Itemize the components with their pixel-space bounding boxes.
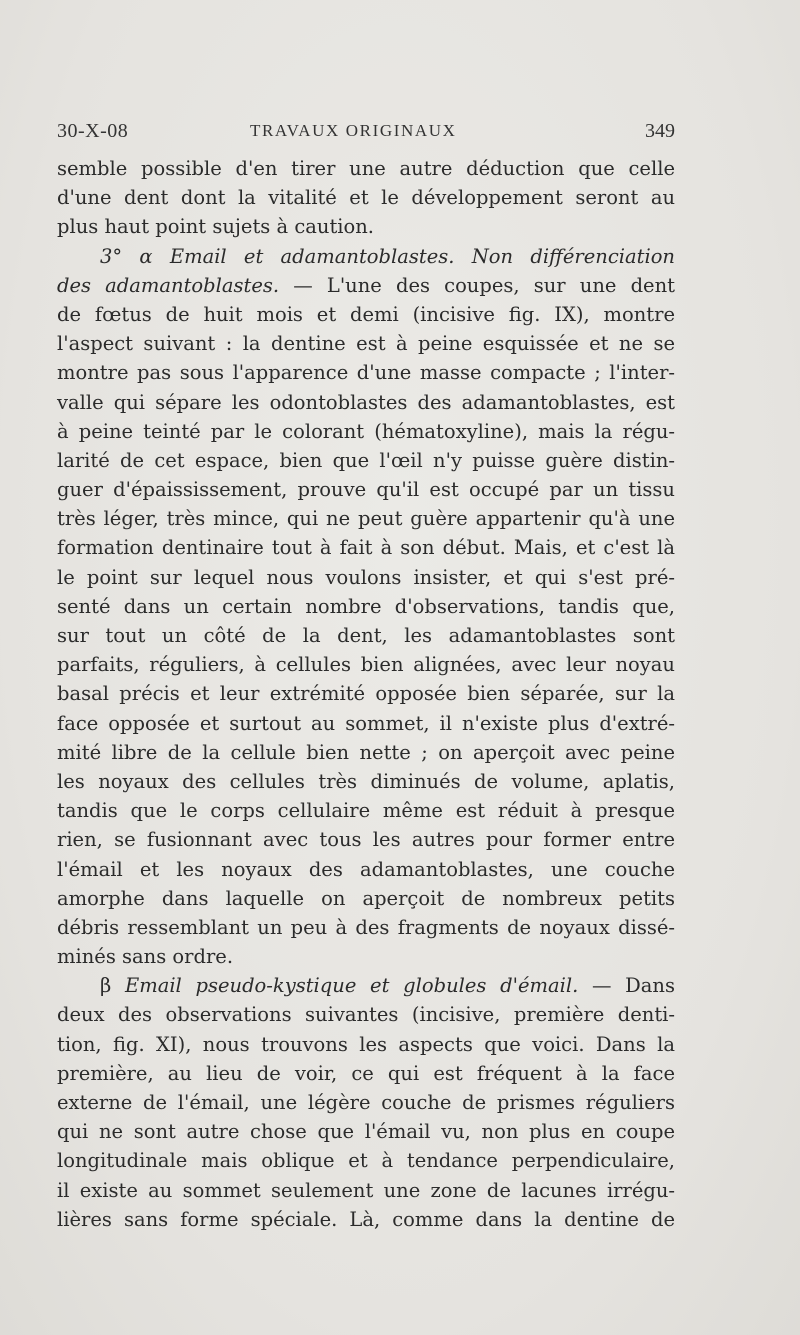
text-line <box>57 679 675 708</box>
text-segment: — Dans <box>578 974 675 998</box>
text-line <box>57 212 675 241</box>
text-line <box>57 475 675 504</box>
text-segment: senté dans un certain nombre d'observations, tandis que, <box>57 594 675 618</box>
text-segment: lières sans forme spéciale. Là, comme dans la dentine de <box>57 1207 675 1231</box>
text-line <box>57 767 675 796</box>
text-segment: parfaits, réguliers, à cellules bien alignées, avec leur noyau <box>57 653 675 677</box>
text-line <box>57 1176 675 1205</box>
text-line <box>57 1030 675 1059</box>
text-segment: mité libre de la cellule bien nette ; on aperçoit avec peine <box>57 740 675 764</box>
italic-text-segment: des adamantoblastes. <box>57 273 280 297</box>
text-segment: à peine teinté par le colorant (hématoxyline), mais la régu- <box>57 419 675 443</box>
text-segment: sur tout un côté de la dent, les adamantoblastes sont <box>57 624 675 647</box>
text-segment: qui ne sont autre chose que l'émail vu, non plus en coupe <box>57 1120 675 1144</box>
text-line <box>57 242 675 271</box>
italic-text-segment: 3° α <box>100 244 170 268</box>
text-line <box>57 825 675 854</box>
text-segment: minés sans ordre. <box>57 945 234 969</box>
text-line <box>57 533 675 562</box>
text-segment: l'émail et les noyaux des adamantoblastes, une couche <box>57 857 675 881</box>
text-segment: rien, se fusionnant avec tous les autres pour former entre <box>57 828 675 852</box>
text-segment: d'une dent dont la vitalité et le développement seront au <box>57 186 675 210</box>
header-date: 30-X-08 <box>57 120 129 142</box>
text-segment: première, au lieu de voir, ce qui est fréquent à la face <box>57 1061 675 1085</box>
text-segment: tion, fig. XI), nous trouvons les aspects que voici. Dans la <box>57 1032 675 1056</box>
text-segment: montre pas sous l'apparence d'une masse compacte ; l'inter- <box>57 361 675 385</box>
text-segment: l'aspect suivant : la dentine est à peine esquissée et ne se <box>57 332 675 356</box>
text-line <box>57 183 675 212</box>
text-segment: amorphe dans laquelle on aperçoit de nombreux petits <box>57 886 675 910</box>
text-line <box>57 796 675 825</box>
body-text <box>57 154 675 1234</box>
text-line <box>57 329 675 358</box>
text-line <box>57 913 675 942</box>
text-line <box>57 1146 675 1175</box>
text-segment: longitudinale mais oblique et à tendance perpendiculaire, <box>57 1149 675 1173</box>
text-segment: de fœtus de huit mois et demi (incisive fig. IX), montre <box>57 302 675 326</box>
text-line <box>57 709 675 738</box>
text-segment: tandis que le corps cellulaire même est réduit à presque <box>57 799 675 823</box>
text-line <box>57 942 675 971</box>
text-segment: face opposée et surtout au sommet, il n'existe plus d'extré- <box>57 711 675 735</box>
text-segment: le point sur lequel nous voulons insister, et qui s'est pré- <box>57 565 675 589</box>
text-line <box>57 563 675 592</box>
text-line <box>57 388 675 417</box>
text-segment: les noyaux des cellules très diminués de volume, aplatis, <box>57 769 675 793</box>
text-line <box>57 271 675 300</box>
text-segment: plus haut point sujets à caution. <box>57 215 375 239</box>
text-line <box>57 154 675 183</box>
text-line <box>57 971 675 1000</box>
text-line <box>57 1117 675 1146</box>
text-segment: guer d'épaississement, prouve qu'il est occupé par un tissu <box>57 478 675 502</box>
italic-text-segment: Email pseudo-kystique et globules d'émail. <box>124 974 579 998</box>
text-line <box>57 621 675 650</box>
text-segment: très léger, très mince, qui ne peut guère appartenir qu'à une <box>57 507 675 531</box>
text-segment: larité de cet espace, bien que l'œil n'y puisse guère distin- <box>57 448 675 472</box>
text-segment: deux des observations suivantes (incisive, première denti- <box>57 1003 675 1027</box>
text-line <box>57 855 675 884</box>
text-line <box>57 446 675 475</box>
text-segment: débris ressemblant un peu à des fragments de noyaux dissé- <box>57 915 675 939</box>
text-line <box>57 504 675 533</box>
text-line <box>57 300 675 329</box>
text-line <box>57 738 675 767</box>
text-line <box>57 884 675 913</box>
text-line <box>57 1059 675 1088</box>
text-segment: — L'une des coupes, sur une dent <box>279 273 675 297</box>
text-segment: il existe au sommet seulement une zone de lacunes irrégu- <box>57 1178 675 1202</box>
header-section-title: TRAVAUX ORIGINAUX <box>250 121 457 140</box>
text-line <box>57 417 675 446</box>
running-header <box>57 120 675 146</box>
text-segment: basal précis et leur extrémité opposée bien séparée, sur la <box>57 682 675 706</box>
text-segment: β <box>100 974 125 998</box>
text-line <box>57 1205 675 1234</box>
text-line <box>57 650 675 679</box>
text-line <box>57 1088 675 1117</box>
text-segment: valle qui sépare les odontoblastes des adamantoblastes, est <box>57 390 675 414</box>
text-line <box>57 1000 675 1029</box>
italic-text-segment: Email et adamantoblastes. Non différenciation <box>169 244 675 268</box>
text-segment: externe de l'émail, une légère couche de prismes réguliers <box>57 1091 675 1114</box>
text-segment: semble possible d'en tirer une autre déduction que celle <box>57 157 675 180</box>
page-number: 349 <box>645 120 675 142</box>
text-line <box>57 358 675 387</box>
text-segment: formation dentinaire tout à fait à son début. Mais, et c'est là <box>57 536 675 560</box>
text-line <box>57 592 675 621</box>
